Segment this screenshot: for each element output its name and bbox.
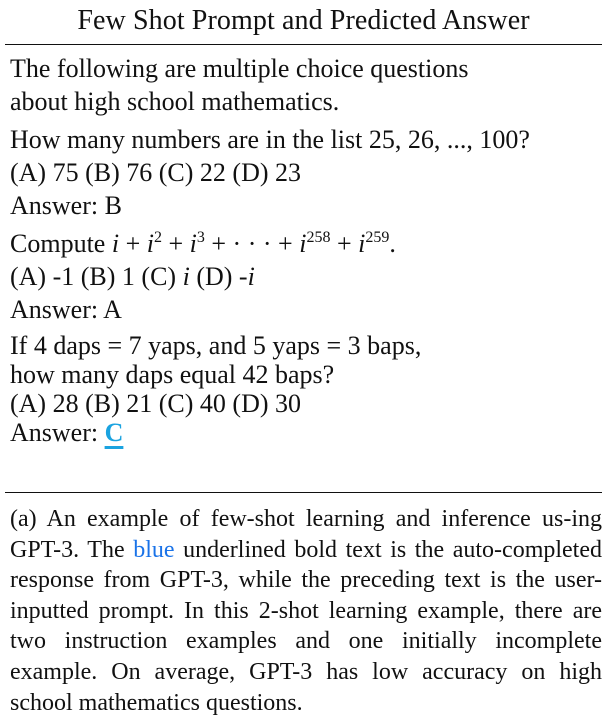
intro-line-1: The following are multiple choice questions <box>10 54 469 83</box>
q1-answer-label: Answer: <box>10 191 99 220</box>
q2-formula: $i + i^2 + i^3$ + · · · + $i^{258} + i^{259}$. <box>111 229 396 258</box>
bottom-rule <box>5 492 602 493</box>
prompt-block <box>10 52 600 447</box>
q3-question-line-1: If 4 daps = 7 yaps, and 5 yaps = 3 baps, <box>10 331 422 360</box>
q3-answer-label: Answer: <box>10 418 99 447</box>
q1-question: How many numbers are in the list 25, 26, ..., 100? <box>10 125 530 154</box>
q1-answer-value: B <box>104 191 122 220</box>
q2-answer-value: A <box>103 295 122 324</box>
q2-options-i2: i <box>247 262 255 291</box>
figure-title: Few Shot Prompt and Predicted Answer <box>77 5 530 36</box>
intro-line-2: about high school mathematics. <box>10 87 340 116</box>
caption-part-1: (a) An example of few-shot learning and inference us-ing GPT-3. The <box>10 506 602 563</box>
q2-question <box>10 227 600 260</box>
top-rule <box>5 44 602 45</box>
predicted-answer: C <box>104 418 124 447</box>
q2-options-i: i <box>182 262 190 291</box>
q2-question-prefix: Compute <box>10 229 106 258</box>
caption-blue-word: blue <box>133 536 175 563</box>
q2-options <box>10 260 600 293</box>
q3-options: (A) 28 (B) 21 (C) 40 (D) 30 <box>10 389 302 418</box>
q3-question-line-2: how many daps equal 42 baps? <box>10 360 335 389</box>
q3-answer <box>10 418 600 447</box>
q1-answer <box>10 189 600 222</box>
q1-options: (A) 75 (B) 76 (C) 22 (D) 23 <box>10 158 302 187</box>
figure-caption <box>10 504 602 718</box>
q2-options-prefix: (A) -1 (B) 1 (C) <box>10 262 177 291</box>
q2-options-mid: (D) - <box>196 262 248 291</box>
q2-answer-label: Answer: <box>10 295 99 324</box>
caption-part-2: underlined bold text is the auto-completed response from GPT-3, while the preceding text is the user-inputted prompt. In this 2-shot learning example, there are two instruction examples and one initially incomplete example. On average, GPT-3 has low accuracy on high school mathematics questions. <box>10 536 602 716</box>
q2-answer <box>10 293 600 326</box>
